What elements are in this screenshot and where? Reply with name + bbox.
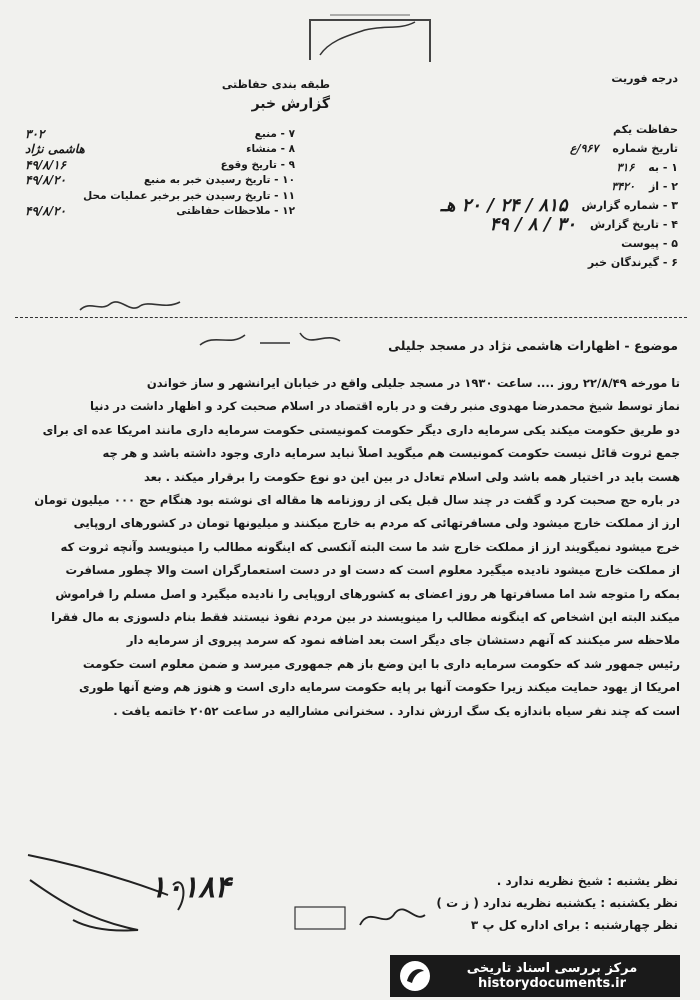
form-row: ۶ - گیرندگان خبر (587, 256, 678, 269)
body-line: از مملکت خارج میشود نادیده میگیرد معلوم است که دست او در دست استعمارگران است والا چطور مسافرت (65, 563, 680, 578)
classification-label: طبقه بندی حفاظتی (221, 78, 330, 91)
body-line: ارز از مملکت خارج میشود ولی مسافرتهائی که مردم به خارج میکنند و میلیونها تومان در کشورهای اروپایی (73, 516, 680, 531)
form-row: ۱۱ - تاریخ رسیدن خبر برخبر عملیات محل (83, 189, 295, 202)
body-line: رئیس جمهور شد که حکومت سرمایه داری با این وضع باز هم جمهوری میرسد و ضمن معلوم است حکومت (82, 656, 680, 671)
handwritten-mark (270, 895, 430, 945)
section-divider (15, 317, 687, 318)
watermark-url: historydocuments.ir (477, 976, 627, 991)
form-row: ۱۰ - تاریخ رسیدن خبر به منبع ۴۹/۸/۲۰ (25, 173, 295, 188)
form-row: ۴ - تاریخ گزارش ۳۰ / ۸ / ۴۹ (489, 214, 678, 235)
footer-line: نظر یشنبه : شیخ نظریه ندارد . (496, 874, 678, 888)
watermark-text (432, 961, 672, 991)
form-row: حفاظت یکم (613, 123, 678, 136)
body-line: میکند البته این اشخاص که اینگونه مطالب را مینویسند در بین مردم نفوذ نیستند فقط بنام دلسوزی به مال فقرا (51, 610, 680, 625)
body-line: در باره حج صحبت کرد و گفت در چند سال قبل یکی از روزنامه ها مقاله ای نوشته بود هنگام حج ۰۰۰ میلیون تومان (34, 493, 680, 508)
form-row: ۹ - تاریخ وقوع ۴۹/۸/۱۶ (25, 157, 295, 172)
report-body (15, 372, 680, 723)
form-row: ۳ - شماره گزارش ۸۱۵ / ۲۴ / ۲۰ هـ (440, 195, 678, 216)
form-row: ۱۲ - ملاحظات حفاظتی ۴۹/۸/۲۰ (25, 204, 295, 219)
footer-line: نظر یکشنبه : یکشنبه نظریه ندارد ( ز ت ) (436, 896, 678, 910)
footer-line: نظر چهارشنبه : برای اداره کل پ ۳ (470, 918, 678, 932)
archive-watermark (390, 955, 680, 997)
body-line: خرج میشود نمیگویند ارز از مملکت خارج شد ما ست البته آنکسی که اینگونه مطالب را مینویسد وآنچه ثروت که (60, 539, 680, 554)
body-line: است که چند نفر سیاه باندازه یک سگ ارزش ندارد . سخنرانی مشارالیه در ساعت ۲۰۵۲ خاتمه یافت . (113, 703, 680, 718)
right-form (418, 120, 678, 272)
body-line: تا مورخه ۲۲/۸/۴۹ روز .... ساعت ۱۹۳۰ در مسجد جلیلی واقع در خیابان ایرانشهر و ساز خواندن (146, 376, 680, 390)
left-form (25, 126, 295, 219)
subject-line: موضوع - اظهارات هاشمی نژاد در مسجد جلیلی (388, 338, 678, 353)
degree-label: درجه فوریت (611, 72, 678, 85)
form-row: ۲ - از ۳۴۲۰ (611, 180, 678, 193)
body-line: نماز توسط شیخ محمدرضا مهدوی منبر رفت و در باره اقتصاد در اسلام صحبت کرد و اظهار داشت در دنیا (89, 399, 680, 414)
body-line: بمکه را متوجه شد اما مسافرتها هر روز اعضای به کشورهای اروپایی را نادیده میگیرد و اصل مسلم را فراموش (55, 586, 680, 601)
form-row: ۵ - پیوست (621, 237, 678, 250)
form-row: تاریخ شماره ۹۶۷/ع (570, 142, 678, 155)
form-row: ۷ - منبع ۳۰۲ (25, 126, 295, 141)
signature-number: ۱۰۱۸۴ (150, 870, 231, 905)
body-line: جمع ثروت قائل نیست حکومت کمونیست هم میگوید اصلاً نباید سرمایه داری وجود داشته باشد و هر چه (102, 446, 680, 461)
handwritten-mark (190, 325, 350, 355)
body-line: دو طریق حکومت میکند یکی سرمایه داری دیگر حکومت کمونیستی حکومت سرمایه داری مانند امریکا عده ای برای (42, 422, 680, 437)
form-row: ۸ - منشاء هاشمی نژاد (25, 142, 295, 157)
body-line: هست باید در اختیار همه باشد ولی اسلام تعادل در بین این دو نوع حکومت را برقرار میکند . بعد (143, 469, 680, 484)
form-row: ۱ - به ۳۱۶ (616, 161, 678, 174)
top-scribble (290, 0, 450, 75)
archive-logo-icon (398, 959, 432, 993)
body-line: ملاحظه سر میکنند که آنهم دستشان جای دیگر است بعد اضافه نمود که سرمد پیروی از سرمایه دار (126, 633, 680, 648)
watermark-persian: مرکز بررسی اسناد تاریخی (466, 961, 638, 976)
handwritten-mark (75, 292, 185, 318)
report-title: گزارش خبر (251, 96, 330, 112)
body-line: امریکا از یهود حمایت میکند زیرا حکومت آنها بر پایه حکومت سرمایه داری است و هنوز هم وضع آنها طوری (78, 680, 680, 695)
